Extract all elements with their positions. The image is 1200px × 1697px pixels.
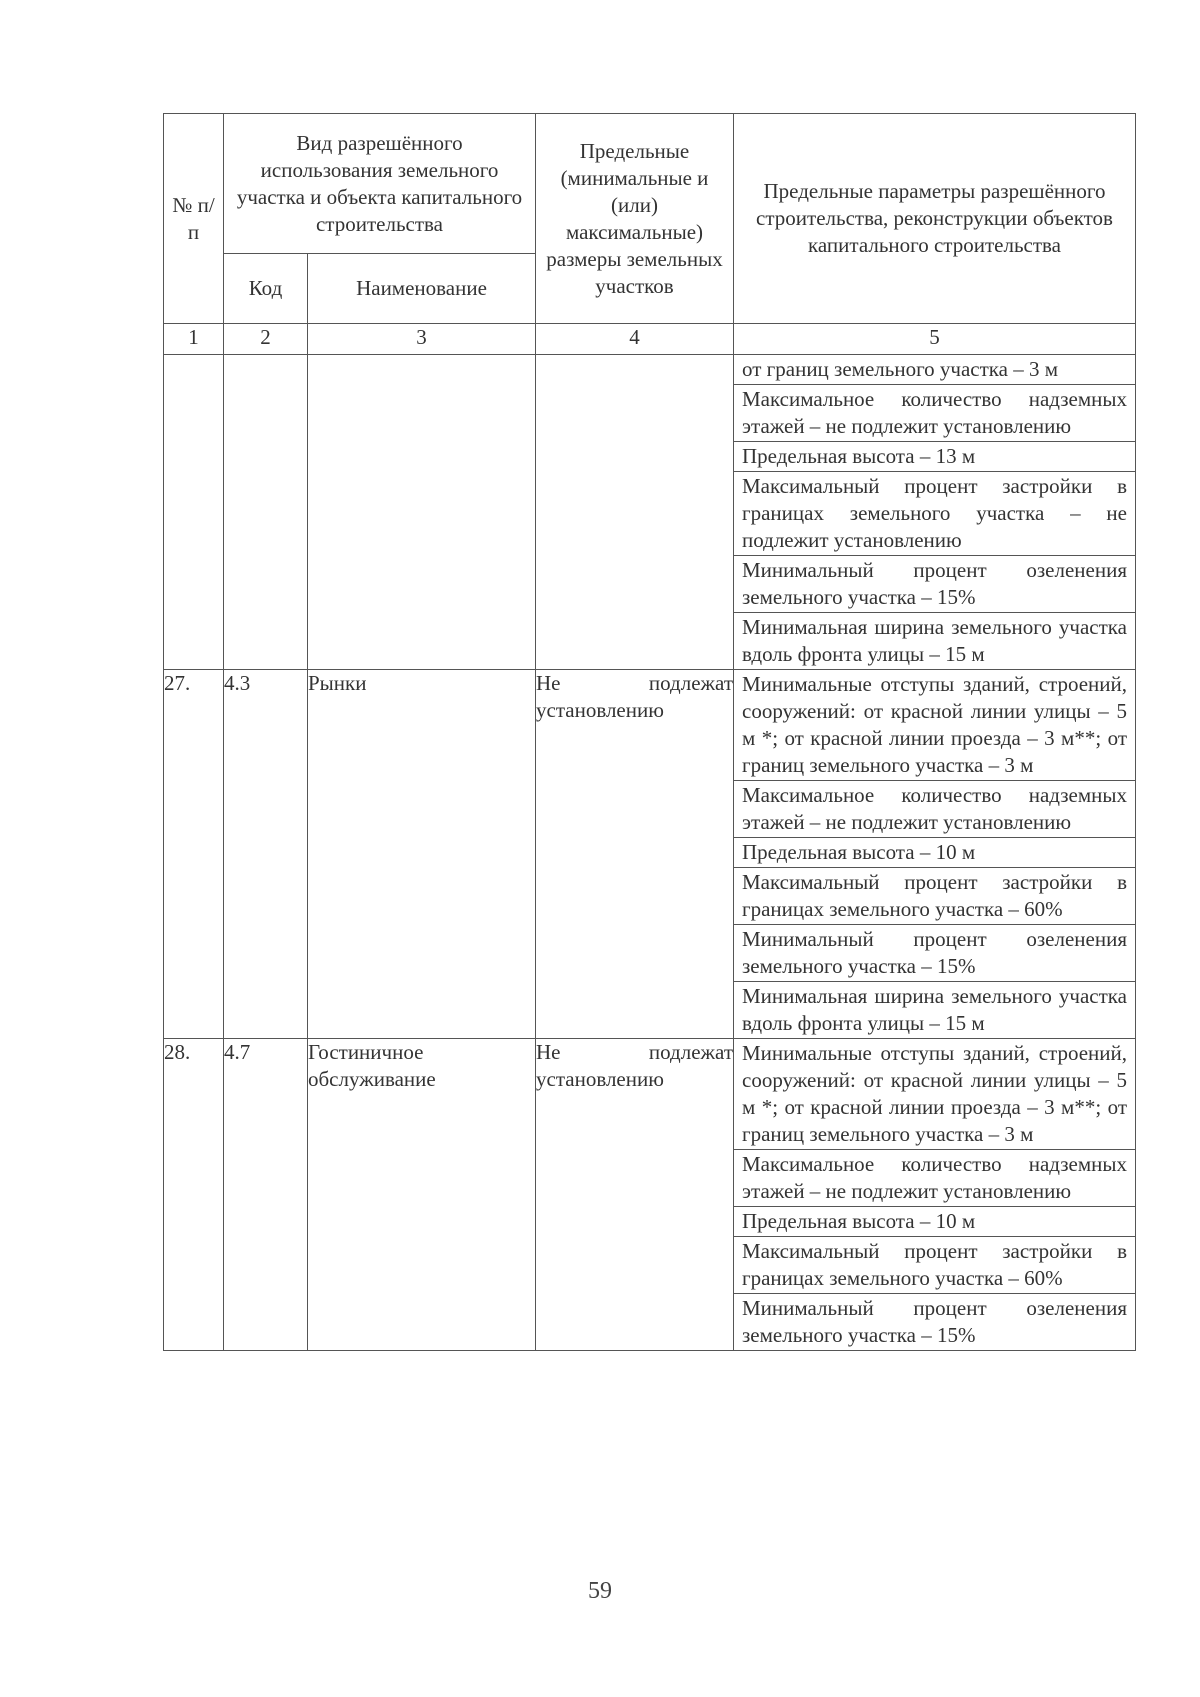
param-item: Максимальное количество надземных этажей – не подлежит установлению — [734, 781, 1135, 838]
column-number: 1 — [164, 324, 224, 355]
param-item: Предельная высота – 13 м — [734, 442, 1135, 472]
row-name: Рынки — [308, 670, 536, 1039]
param-item: Минимальные отступы зданий, строений, сооружений: от красной линии улицы – 5 м *; от красной линии проезда – 3 м**; от границ земельного участка – 3 м — [734, 1039, 1135, 1150]
row-params — [734, 1039, 1136, 1351]
row-params — [734, 670, 1136, 1039]
param-item: Минимальный процент озеленения земельного участка – 15% — [734, 556, 1135, 613]
row-number: 28. — [164, 1039, 224, 1351]
param-item: Минимальный процент озеленения земельного участка – 15% — [734, 925, 1135, 982]
row-code: 4.3 — [224, 670, 308, 1039]
param-item: Максимальный процент застройки в границах земельного участка – 60% — [734, 1237, 1135, 1294]
row-size: Не подлежат установлению — [536, 670, 734, 1039]
header-number: № п/п — [164, 114, 224, 324]
header-parameters: Предельные параметры разрешённого строительства, реконструкции объектов капитального строительства — [734, 114, 1136, 324]
header-name: Наименование — [308, 254, 536, 324]
row-name — [308, 355, 536, 670]
param-item: Минимальная ширина земельного участка вдоль фронта улицы – 15 м — [742, 615, 1127, 666]
header-code: Код — [224, 254, 308, 324]
row-number: 27. — [164, 670, 224, 1039]
row-name: Гостиничное обслуживание — [308, 1039, 536, 1351]
param-item: Минимальный процент озеленения земельного участка – 15% — [742, 1296, 1127, 1347]
column-number: 3 — [308, 324, 536, 355]
column-number: 4 — [536, 324, 734, 355]
param-item: Максимальный процент застройки в границах земельного участка – 60% — [734, 868, 1135, 925]
header-use-type: Вид разрешённого использования земельного участка и объекта капитального строительства — [224, 114, 536, 254]
row-params — [734, 355, 1136, 670]
table-row — [164, 670, 1136, 1039]
param-item: от границ земельного участка – 3 м — [734, 355, 1135, 385]
param-item: Максимальное количество надземных этажей – не подлежит установлению — [734, 1150, 1135, 1207]
param-item: Минимальная ширина земельного участка вдоль фронта улицы – 15 м — [742, 984, 1127, 1035]
column-number: 2 — [224, 324, 308, 355]
column-number-row — [164, 324, 1136, 355]
row-size: Не подлежат установлению — [536, 1039, 734, 1351]
row-code — [224, 355, 308, 670]
row-size — [536, 355, 734, 670]
table-row — [164, 1039, 1136, 1351]
column-number: 5 — [734, 324, 1136, 355]
zoning-table — [163, 113, 1136, 1351]
header-plot-sizes: Предельные (минимальные и (или) максимальные) размеры земельных участков — [536, 114, 734, 324]
param-item: Максимальный процент застройки в границах земельного участка – не подлежит установлению — [734, 472, 1135, 556]
param-item: Максимальное количество надземных этажей – не подлежит установлению — [734, 385, 1135, 442]
row-code: 4.7 — [224, 1039, 308, 1351]
page-number: 59 — [588, 1578, 612, 1604]
param-item: Предельная высота – 10 м — [734, 838, 1135, 868]
row-number — [164, 355, 224, 670]
table-row — [164, 355, 1136, 670]
param-item: Минимальные отступы зданий, строений, сооружений: от красной линии улицы – 5 м *; от красной линии проезда – 3 м**; от границ земельного участка – 3 м — [734, 670, 1135, 781]
param-item: Предельная высота – 10 м — [734, 1207, 1135, 1237]
